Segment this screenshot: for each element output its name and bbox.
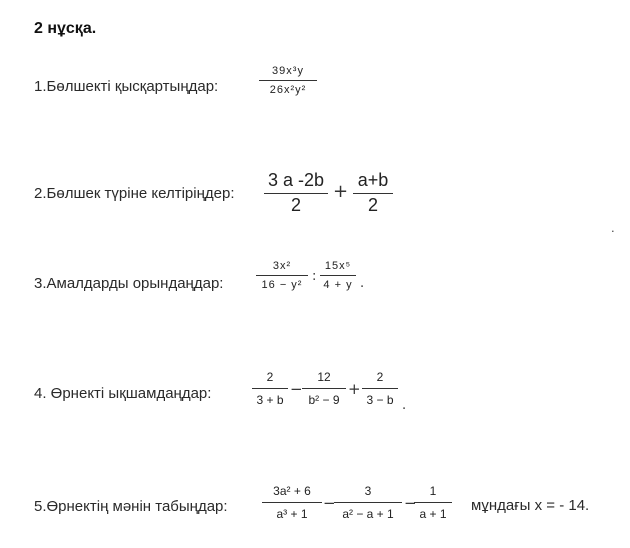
- task-4-fraction-2: [302, 370, 346, 407]
- task-4-numerator-2: 12: [317, 370, 331, 384]
- task-5-label: 5.Өрнектің мәнін табыңдар:: [34, 498, 228, 515]
- task-5-fraction-1: [262, 484, 322, 521]
- task-4-numerator-1: 2: [266, 370, 274, 384]
- plus-sign: +: [348, 380, 361, 398]
- task-3-denominator-2: 4 + y: [323, 279, 353, 291]
- plus-sign: +: [333, 181, 349, 202]
- task-4-denominator-3: 3 − b: [366, 393, 394, 407]
- task-5-numerator-2: 3: [364, 484, 372, 498]
- task-5-numerator-3: 1: [429, 484, 437, 498]
- task-2-fraction-2: [353, 170, 393, 216]
- end-dot: .: [402, 398, 407, 413]
- task-3-numerator-1: 3x²: [272, 260, 292, 272]
- page-title: 2 нұсқа.: [34, 20, 97, 37]
- task-5-condition: мұндағы x = - 14.: [471, 497, 590, 514]
- task-3-denominator-1: 16 − y²: [261, 279, 303, 291]
- task-2-numerator-2: a+b: [357, 170, 389, 190]
- task-1-fraction: [259, 65, 317, 96]
- task-5-denominator-2: a² − a + 1: [342, 507, 394, 521]
- task-5-fraction-2: [334, 484, 402, 521]
- task-2-label: 2.Бөлшек түріне келтіріңдер:: [34, 185, 235, 202]
- task-3-fraction-1: [256, 260, 308, 291]
- task-4-denominator-2: b² − 9: [308, 393, 340, 407]
- minus-sign: −: [323, 494, 336, 512]
- task-1-label: 1.Бөлшекті қысқартыңдар:: [34, 78, 219, 95]
- task-4-denominator-1: 3 + b: [256, 393, 284, 407]
- task-3-numerator-2: 15x⁵: [324, 260, 352, 272]
- task-5-denominator-3: a + 1: [419, 507, 447, 521]
- task-2-numerator-1: 3 a -2b: [267, 170, 325, 190]
- minus-sign: −: [290, 380, 303, 398]
- task-5-denominator-1: a³ + 1: [276, 507, 308, 521]
- task-3-label: 3.Амалдарды орындаңдар:: [34, 275, 224, 292]
- task-3-fraction-2: [320, 260, 356, 291]
- division-sign: :: [312, 269, 317, 284]
- task-4-label: 4. Өрнекті ықшамдаңдар:: [34, 385, 212, 402]
- task-5-numerator-1: 3a² + 6: [273, 484, 311, 498]
- task-4-fraction-1: [252, 370, 288, 407]
- end-dot: .: [360, 276, 365, 291]
- task-5-fraction-3: [414, 484, 452, 521]
- task-1-numerator: 39x³y: [272, 65, 304, 77]
- task-1-denominator: 26x²y²: [269, 84, 307, 96]
- task-4-fraction-3: [362, 370, 398, 407]
- task-2-denominator-2: 2: [367, 195, 378, 215]
- task-2-fraction-1: [264, 170, 328, 216]
- task-4-numerator-3: 2: [376, 370, 384, 384]
- minus-sign: −: [404, 494, 417, 512]
- task-2-denominator-1: 2: [290, 195, 301, 215]
- stray-dot: .: [611, 220, 615, 235]
